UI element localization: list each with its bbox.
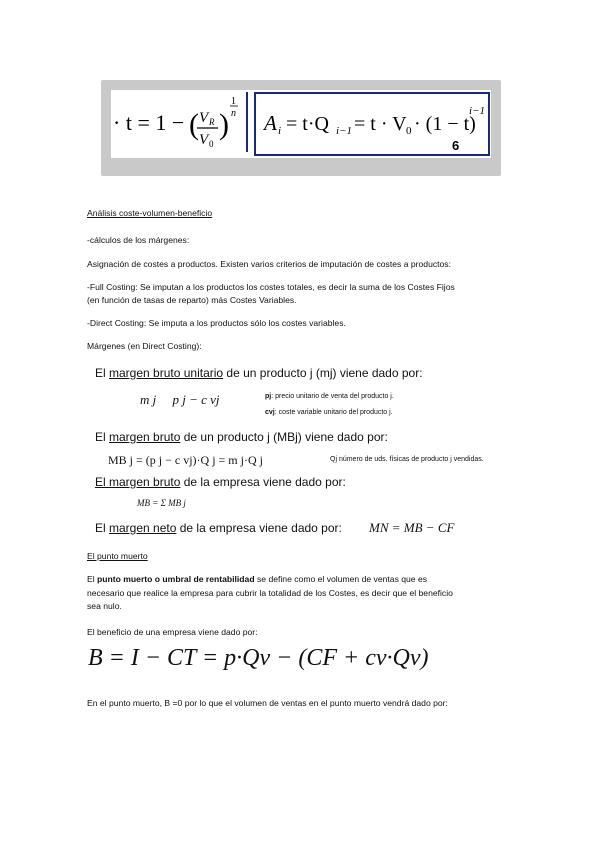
formula-banner-inner <box>111 90 491 158</box>
formula-margen-bruto-producto: MB j = (p j − c vj)·Q j = m j·Q j <box>108 453 263 467</box>
slide-line-margen-bruto-empresa <box>95 475 346 489</box>
svg-text:i−1: i−1 <box>336 125 352 137</box>
svg-text:R: R <box>209 117 215 127</box>
formula-banner-image <box>101 80 501 176</box>
line-asignacion: Asignación de costes a productos. Existen varios criterios de imputación de costes a productos: <box>87 259 451 269</box>
svg-text:A: A <box>264 111 277 135</box>
text: de un producto j (MBj) viene dado por: <box>180 430 388 444</box>
svg-text:): ) <box>219 108 229 141</box>
paragraph-punto-muerto-3: sea nulo. <box>87 601 122 611</box>
text: El <box>95 521 110 535</box>
text: : coste variable unitario del producto j. <box>274 409 393 416</box>
section-heading-cvb: Análisis coste-volumen-beneficio <box>87 208 213 218</box>
svg-text:V: V <box>199 110 209 126</box>
svg-text:(: ( <box>189 108 199 141</box>
svg-text:i−1: i−1 <box>469 105 485 117</box>
note-precio <box>265 393 394 400</box>
formula-margen-neto: MN = MB − CF <box>369 520 455 535</box>
slide-line-margen-neto <box>95 521 342 535</box>
text: de un producto j (mj) viene dado por: <box>223 366 423 380</box>
line-full-costing-1: -Full Costing: Se imputan a los productos los costes totales, es decir la suma de los Costes Fijos <box>87 282 455 292</box>
formula-margen-unitario: m j p j − c vj <box>140 392 220 407</box>
svg-text:0: 0 <box>406 125 412 137</box>
text: El <box>95 366 110 380</box>
note-unidades: Qj número de uds. físicas de producto j vendidas. <box>330 456 484 463</box>
underlined-text: margen bruto unitario <box>109 366 224 380</box>
text: El <box>87 574 98 584</box>
svg-text:· (1 − t): · (1 − t) <box>414 113 476 135</box>
text: El <box>95 430 110 444</box>
text: de la empresa viene dado por: <box>180 475 346 489</box>
line-calculos: -cálculos de los márgenes: <box>87 235 190 245</box>
slide-line-margen-unitario <box>95 366 423 380</box>
formula-beneficio: B = I − CT = p·Qv − (CF + cv·Qv) <box>88 645 429 671</box>
svg-text:0: 0 <box>209 139 214 149</box>
underlined-text: margen bruto <box>109 430 181 444</box>
text: : precio unitario de venta del producto j. <box>271 393 394 400</box>
slide-line-margen-bruto-producto <box>95 430 388 444</box>
formula-left-box <box>111 92 248 152</box>
underlined-text: El margen bruto <box>95 475 181 489</box>
line-margenes: Márgenes (en Direct Costing): <box>87 341 202 351</box>
formula-left-svg <box>111 92 246 152</box>
paragraph-beneficio: El beneficio de una empresa viene dado por: <box>87 627 258 637</box>
paragraph-punto-muerto-2: necesario que realice la empresa para cubrir la totalidad de los Costes, es decir que el beneficio <box>87 588 453 598</box>
bold-text: punto muerto o umbral de rentabilidad <box>97 574 255 584</box>
bold-text: pj <box>265 393 272 400</box>
line-direct-costing: -Direct Costing: Se imputa a los productos sólo los costes variables. <box>87 318 346 328</box>
formula-right-box <box>254 92 490 156</box>
text: de la empresa viene dado por: <box>176 521 342 535</box>
section-heading-punto-muerto: El punto muerto <box>87 551 148 561</box>
underlined-text: margen neto <box>109 521 177 535</box>
svg-text:i: i <box>278 125 282 137</box>
svg-text:1: 1 <box>231 96 236 107</box>
svg-text:n: n <box>231 108 236 119</box>
formula-right-svg <box>256 94 488 154</box>
paragraph-punto-muerto-1 <box>87 573 427 586</box>
svg-text:V: V <box>199 132 209 148</box>
svg-text:= t·Q: = t·Q <box>286 113 329 135</box>
svg-text:· t = 1 −: · t = 1 − <box>113 110 185 135</box>
line-full-costing-2: (en función de tasas de reparto) más Costes Variables. <box>87 295 297 305</box>
formula-margen-bruto-empresa: MB = Σ MB j <box>137 498 186 508</box>
note-coste-variable <box>265 409 393 416</box>
text: se define como el volumen de ventas que es <box>254 574 428 584</box>
bold-text: cvj <box>265 409 275 416</box>
paragraph-punto-muerto-volumen: En el punto muerto, B =0 por lo que el volumen de ventas en el punto muerto vendrá dado por: <box>87 698 448 708</box>
page-number: 6 <box>452 138 460 153</box>
svg-text:= t · V: = t · V <box>354 113 407 135</box>
